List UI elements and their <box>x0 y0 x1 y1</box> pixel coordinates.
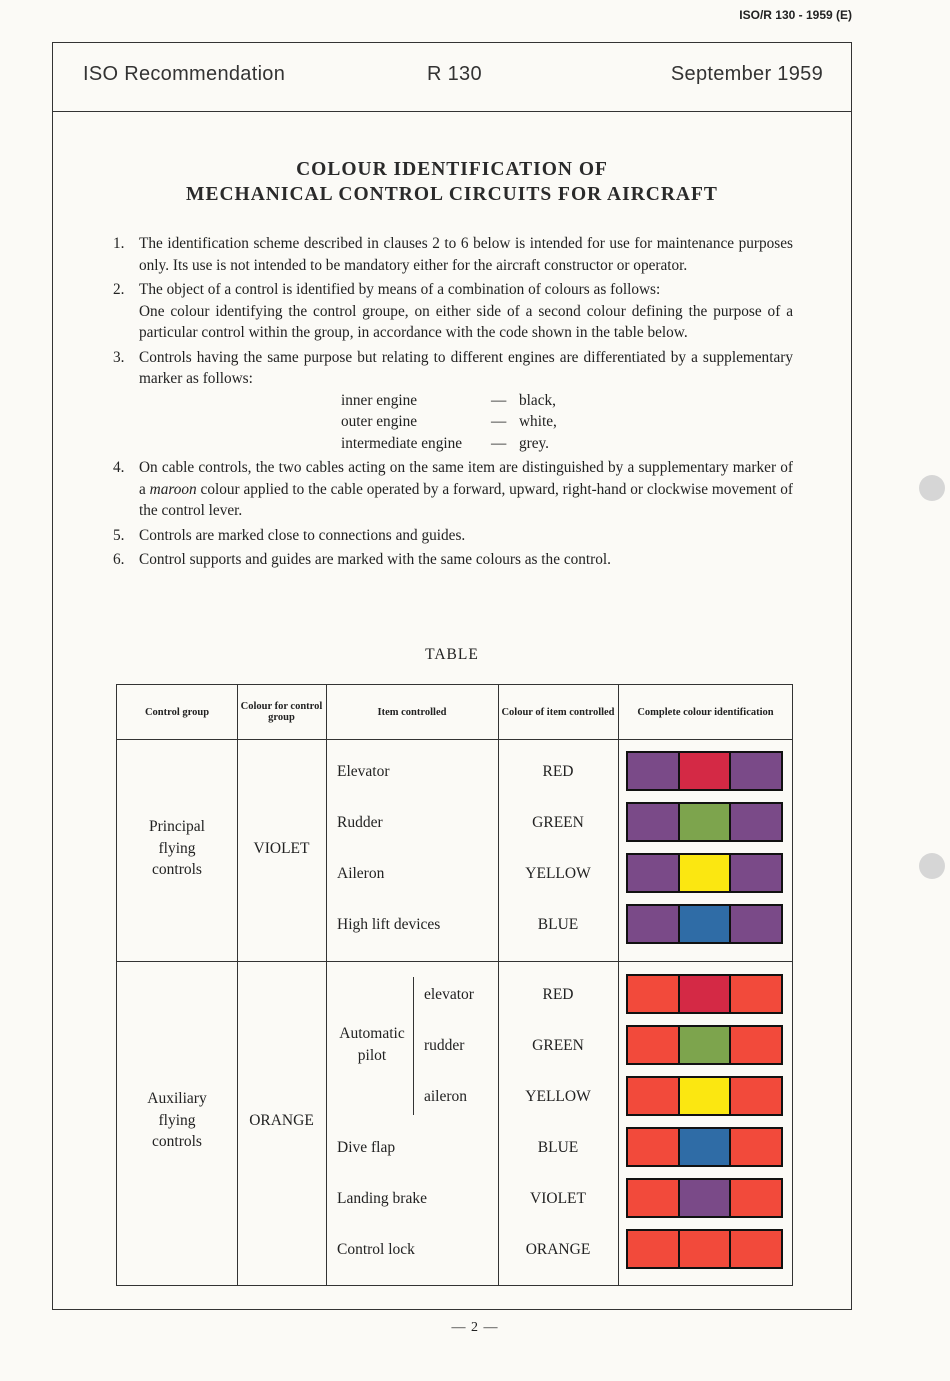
document-title <box>53 157 851 207</box>
item-colour: VIOLET <box>530 1190 586 1207</box>
clause-number: 2. <box>113 281 125 298</box>
item-controlled: Control lock <box>337 1241 415 1258</box>
item-colour-band <box>678 1129 730 1165</box>
header-left: ISO Recommendation <box>83 63 286 85</box>
colour-identification-swatch <box>626 1178 783 1218</box>
item-controlled: Rudder <box>337 814 383 831</box>
item-colour: ORANGE <box>525 1241 591 1258</box>
control-group-name: Principal flying controls <box>149 818 205 878</box>
group-colour-band <box>628 753 678 789</box>
clause-text: On cable controls, the two cables acting on the same item are distinguished by a supplementary marker of a <box>139 459 793 498</box>
column-header: Control group <box>144 706 210 718</box>
column-header: Complete colour identification <box>637 706 774 718</box>
colour-identification-swatch <box>626 904 783 944</box>
group-colour-band <box>628 804 678 840</box>
item-controlled: Landing brake <box>337 1190 427 1207</box>
page-number: — 2 — <box>451 1320 499 1335</box>
item-colour: GREEN <box>532 1037 584 1054</box>
group-divider <box>117 961 792 962</box>
clause-emphasis: maroon <box>149 480 197 498</box>
control-group-colour: ORANGE <box>249 1112 314 1129</box>
punch-hole <box>919 475 945 501</box>
group-colour-band <box>729 804 781 840</box>
group-colour-band <box>729 855 781 891</box>
clause-text: Controls are marked close to connections and guides. <box>139 526 466 544</box>
group-colour-band <box>729 1027 781 1063</box>
dash: — <box>491 434 507 452</box>
clause-number: 4. <box>113 459 125 476</box>
clause-number: 1. <box>113 235 125 252</box>
clause-list <box>113 233 793 574</box>
item-controlled: Elevator <box>337 763 390 780</box>
control-group-name: Auxiliary flying controls <box>147 1090 207 1150</box>
clause-1 <box>113 233 793 276</box>
group-colour-band <box>628 855 678 891</box>
column-divider <box>237 685 238 1285</box>
clause-number: 5. <box>113 526 125 544</box>
clause-number: 6. <box>113 551 125 568</box>
group-colour-band <box>729 976 781 1012</box>
column-header: Colour for control group <box>240 701 323 723</box>
group-colour-band <box>628 906 678 942</box>
control-group-colour: VIOLET <box>253 840 310 857</box>
item-controlled: High lift devices <box>337 916 441 933</box>
clause-number: 3. <box>113 348 125 366</box>
column-header: Colour of item controlled <box>501 706 615 718</box>
item-colour: YELLOW <box>525 865 591 882</box>
group-colour-band <box>729 1180 781 1216</box>
group-colour-band <box>729 1078 781 1114</box>
item-colour: BLUE <box>537 1139 579 1156</box>
header-divider <box>117 739 792 740</box>
engine-name: inner engine <box>341 391 418 409</box>
clause-text: The identification scheme described in clauses 2 to 6 below is intended for use for maintenance purposes only. Its use is not intended to be mandatory either for the aircraft constructor or operator. <box>139 235 793 274</box>
engine-name: intermediate engine <box>341 434 463 452</box>
group-colour-band <box>729 1129 781 1165</box>
item-colour: BLUE <box>537 916 579 933</box>
item-colour: RED <box>542 986 574 1003</box>
colour-identification-swatch <box>626 1076 783 1116</box>
item-colour-band <box>678 976 730 1012</box>
engine-name: outer engine <box>341 413 418 430</box>
item-colour-band <box>678 1231 730 1267</box>
marker-colour: grey. <box>519 434 550 452</box>
item-colour-band <box>678 1180 730 1216</box>
document-reference: ISO/R 130 - 1959 (E) <box>739 8 852 22</box>
autopilot-label: Automatic pilot <box>339 1025 405 1064</box>
clause-text: Controls having the same purpose but relating to different engines are differentiated by a supplementary marker as follows: <box>139 348 793 387</box>
clause-text-continued: One colour identifying the control groupe, on either side of a second colour defining the purpose of a particular control within the group, in accordance with the code shown in the table below. <box>139 302 793 341</box>
title-line-2: MECHANICAL CONTROL CIRCUITS FOR AIRCRAFT <box>186 184 718 205</box>
item-colour: YELLOW <box>525 1088 591 1105</box>
colour-identification-swatch <box>626 802 783 842</box>
header-right: September 1959 <box>670 63 823 85</box>
item-colour-band <box>678 855 730 891</box>
item-colour-band <box>678 753 730 789</box>
colour-table <box>116 684 793 1286</box>
group-colour-band <box>628 1180 678 1216</box>
colour-identification-swatch <box>626 1229 783 1269</box>
group-colour-band <box>729 753 781 789</box>
colour-identification-swatch <box>626 853 783 893</box>
page-frame <box>52 42 852 1310</box>
item-controlled: aileron <box>424 1088 468 1105</box>
marker-colour: black, <box>519 391 556 409</box>
clause-3 <box>113 347 793 455</box>
item-controlled: rudder <box>424 1037 465 1054</box>
clause-text-continued: colour applied to the cable operated by a forward, upward, right-hand or clockwise movement of the control lever. <box>139 480 794 519</box>
item-colour-band <box>678 1078 730 1114</box>
clause-5 <box>113 525 793 547</box>
item-colour: RED <box>542 763 574 780</box>
clause-text: The object of a control is identified by means of a combination of colours as follows: <box>139 281 661 298</box>
clause-6 <box>113 549 793 571</box>
colour-identification-swatch <box>626 974 783 1014</box>
column-divider <box>326 685 327 1285</box>
item-colour-band <box>678 804 730 840</box>
clause-2 <box>113 279 793 344</box>
item-controlled: Aileron <box>337 865 385 882</box>
title-line-1: COLOUR IDENTIFICATION OF <box>296 159 608 180</box>
punch-hole <box>919 853 945 879</box>
colour-identification-swatch <box>626 1127 783 1167</box>
group-colour-band <box>729 906 781 942</box>
clause-4 <box>113 457 793 522</box>
item-colour-band <box>678 1027 730 1063</box>
engine-marker-list <box>341 390 793 455</box>
group-colour-band <box>628 1129 678 1165</box>
group-colour-band <box>628 976 678 1012</box>
header-center: R 130 <box>427 63 482 85</box>
column-header: Item controlled <box>377 706 447 718</box>
item-colour: GREEN <box>532 814 584 831</box>
group-colour-band <box>628 1231 678 1267</box>
clause-text: Control supports and guides are marked with the same colours as the control. <box>139 551 611 568</box>
group-colour-band <box>729 1231 781 1267</box>
colour-identification-swatch <box>626 751 783 791</box>
colour-identification-swatch <box>626 1025 783 1065</box>
marker-colour: white, <box>519 413 557 430</box>
item-colour-band <box>678 906 730 942</box>
group-colour-band <box>628 1078 678 1114</box>
dash: — <box>491 413 507 430</box>
item-controlled: Dive flap <box>337 1139 396 1156</box>
autopilot-brace <box>413 977 414 1115</box>
table-caption: TABLE <box>425 646 479 663</box>
item-controlled: elevator <box>424 986 474 1003</box>
header-rule <box>53 111 851 112</box>
column-divider <box>618 685 619 1285</box>
dash: — <box>491 391 507 409</box>
group-colour-band <box>628 1027 678 1063</box>
